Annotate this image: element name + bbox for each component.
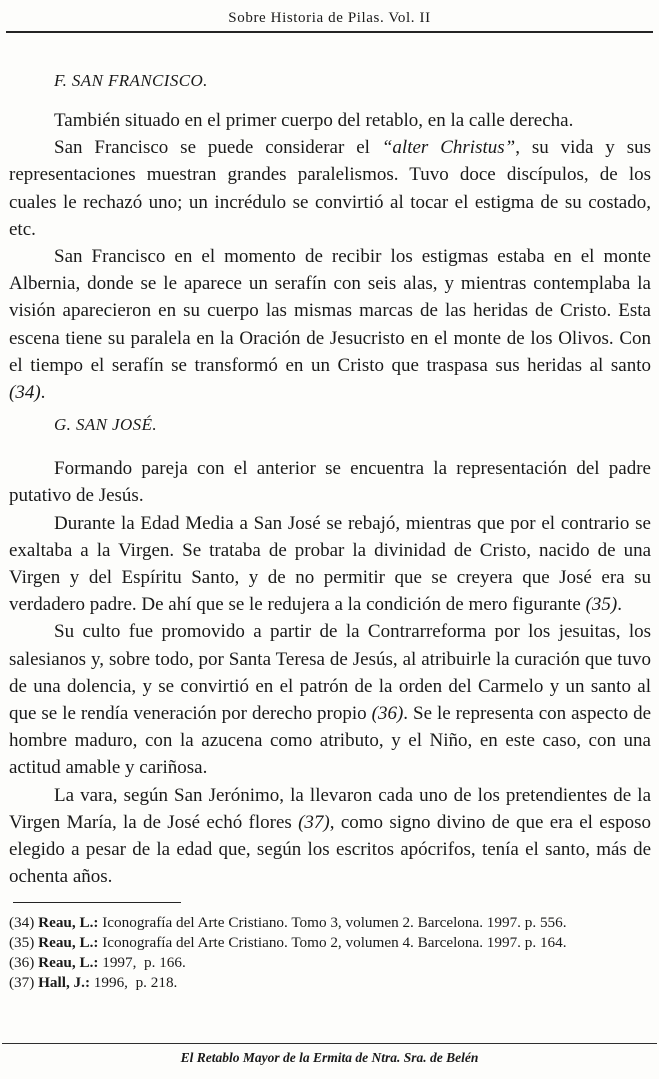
page-footer xyxy=(2,1043,657,1079)
text-segment: También situado en el primer cuerpo del retablo, en la calle derecha. xyxy=(54,110,574,131)
text-segment: . xyxy=(617,594,622,616)
footnote-author: Reau, L.: xyxy=(38,934,99,952)
text-segment: , como signo divino de que era el esposo elegido a pesar de la edad que, según los escritos apócrifos, tenía el santo, más de ochenta años. xyxy=(9,811,651,888)
paragraph xyxy=(9,782,651,891)
footnote-text: Iconografía del Arte Cristiano. Tomo 2, volumen 4. Barcelona. 1997. p. 164. xyxy=(98,934,567,952)
footnote-marker: (34) xyxy=(9,914,39,932)
text-segment: San Francisco en el momento de recibir los estigmas estaba en el monte Albernia, donde se le aparece un serafín con seis alas, y mientras contemplaba la visión aparecieron en su cuerpo las mismas marcas de las heridas de Cristo. Esta escena tiene su paralela en la Oración de Jesucristo en el monte de los Olivos. Con el tiempo el serafín se transformó en un Cristo que traspasa sus heridas al santo xyxy=(9,246,651,376)
footnote-37 xyxy=(9,973,651,993)
footnote-marker: (36) xyxy=(9,954,39,972)
text-segment: , su vida y sus representaciones muestran grandes paralelismos. Tuvo doce discípulos, de los cuales le rechazó uno; un incrédulo se convirtió al tocar el estigma de su costado, etc. xyxy=(9,137,651,240)
paragraph xyxy=(9,134,651,243)
footnote-author: Reau, L.: xyxy=(38,914,99,932)
section-heading-san-francisco: F. SAN FRANCISCO. xyxy=(54,71,208,90)
header-rule xyxy=(6,31,653,33)
footnote-separator-rule xyxy=(13,902,181,903)
text-segment: Durante la Edad Media a San José se rebajó, mientras que por el contrario se exaltaba a la Virgen. Se trataba de probar la divinidad de Cristo, nacido de una Virgen y del Espíritu Santo, y de no permitir que se creyera que José era su verdadero padre. De ahí que se le redujera a la condición de mero figurante xyxy=(9,512,651,616)
page-body xyxy=(9,71,651,890)
footnote-34 xyxy=(9,913,651,933)
footnote-reference-34: (34) xyxy=(9,382,41,404)
section-heading-san-jose: G. SAN JOSÉ. xyxy=(54,415,158,435)
text-segment: La vara, según San Jerónimo, la llevaron cada uno de los pretendientes de la Virgen María, la de José echó flores xyxy=(9,784,651,833)
text-segment: . Se le representa con aspecto de hombre maduro, con la azucena como atributo, y el Niño, en este caso, con una actitud amable y cariñosa. xyxy=(9,703,651,779)
footnote-author: Hall, J.: xyxy=(38,974,90,992)
footnote-35 xyxy=(9,933,651,953)
text-segment: San Francisco se puede considerar el xyxy=(54,137,382,159)
page-header xyxy=(0,0,659,33)
footnote-text: 1996, p. 218. xyxy=(90,974,178,992)
paragraph xyxy=(9,618,651,781)
footnote-author: Reau, L.: xyxy=(38,954,99,972)
paragraph xyxy=(9,107,651,134)
footnotes-block xyxy=(9,902,651,993)
footnote-marker: (35) xyxy=(9,934,39,952)
text-segment: Formando pareja con el anterior se encuentra la representación del padre putativo de Jesús. xyxy=(9,458,651,507)
italic-phrase-alter-christus: “alter Christus” xyxy=(381,137,516,159)
running-head-title: Sobre Historia de Pilas. Vol. II xyxy=(228,10,431,26)
text-segment: Su culto fue promovido a partir de la Contrarreforma por los jesuitas, los salesianos y, sobre todo, por Santa Teresa de Jesús, al atribuirle la curación que tuvo de una dolencia, y se convirtió en el patrón de la orden del Carmelo y un santo al que se le rendía veneración por derecho propio xyxy=(9,621,651,725)
text-segment: . xyxy=(40,382,46,404)
paragraph xyxy=(9,243,651,406)
paragraph xyxy=(9,455,651,509)
footnote-36 xyxy=(9,953,651,973)
footnote-reference-35: (35) xyxy=(585,594,618,616)
footnote-marker: (37) xyxy=(9,974,39,992)
footnote-reference-36: (36) xyxy=(371,703,404,725)
footnote-text: 1997, p. 166. xyxy=(98,954,186,972)
paragraph xyxy=(9,510,651,619)
footnote-text: Iconografía del Arte Cristiano. Tomo 3, volumen 2. Barcelona. 1997. p. 556. xyxy=(98,914,567,932)
footer-book-title: El Retablo Mayor de la Ermita de Ntra. Sra. de Belén xyxy=(180,1050,479,1065)
footnote-reference-37: (37) xyxy=(298,811,330,833)
